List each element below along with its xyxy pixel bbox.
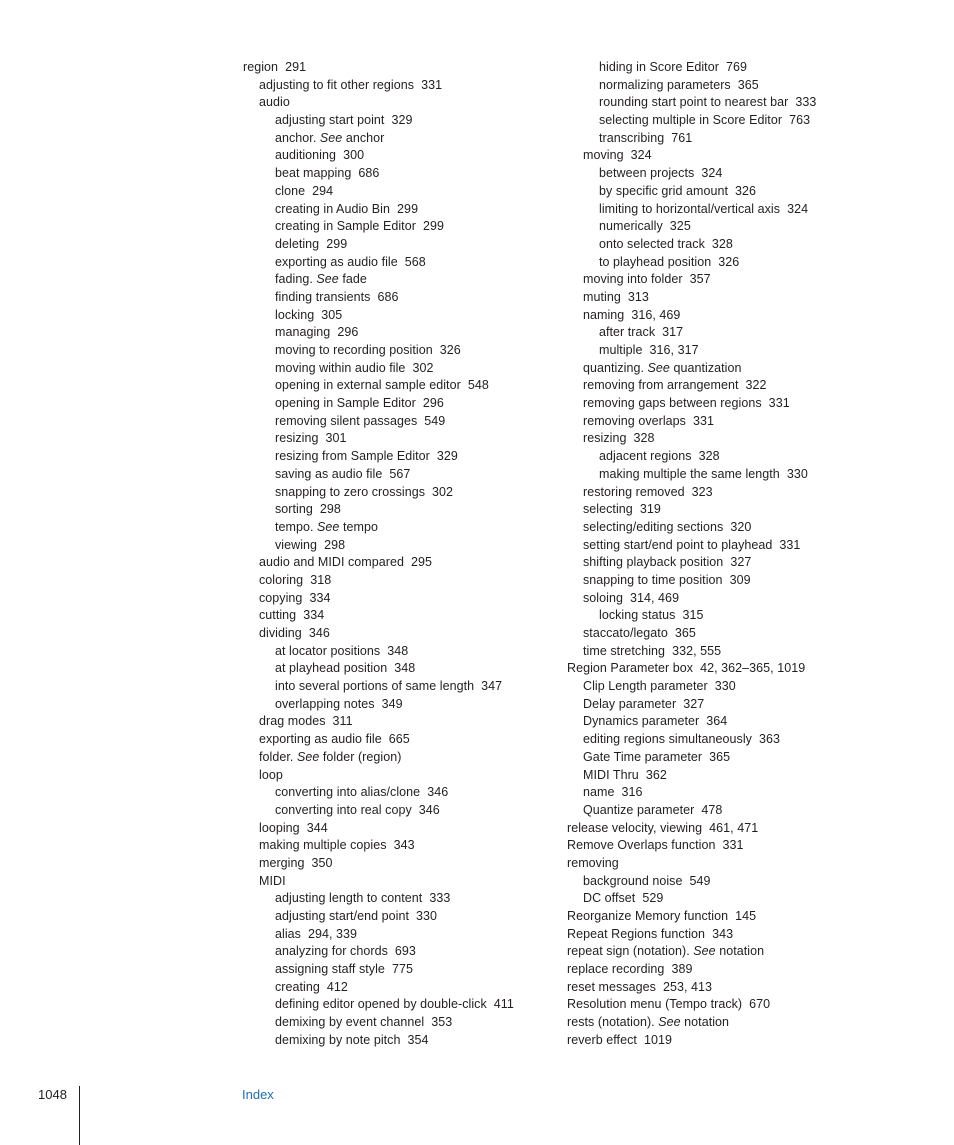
entry-text: creating in Sample Editor 299 xyxy=(275,219,444,234)
index-entry xyxy=(567,130,857,148)
entry-text: naming 316, 469 xyxy=(583,307,681,322)
see-target: fade xyxy=(338,272,367,287)
entry-text: fading. xyxy=(275,272,313,287)
entry-text: at playhead position 348 xyxy=(275,661,416,676)
index-entry xyxy=(567,236,857,254)
entry-text: making multiple the same length 330 xyxy=(599,466,808,481)
index-entry xyxy=(567,660,857,678)
see-target: tempo xyxy=(339,519,378,534)
entry-text: reset messages 253, 413 xyxy=(567,979,713,994)
entry-text: Dynamics parameter 364 xyxy=(583,714,728,729)
index-entry xyxy=(243,130,563,148)
entry-text: converting into real copy 346 xyxy=(275,802,440,817)
entry-text: into several portions of same length 347 xyxy=(275,679,503,694)
index-entry xyxy=(567,324,857,342)
index-entry xyxy=(243,979,563,997)
index-entry xyxy=(243,643,563,661)
index-entry xyxy=(243,271,563,289)
entry-text: demixing by event channel 353 xyxy=(275,1015,453,1030)
entry-text: copying 334 xyxy=(259,590,331,605)
index-entry xyxy=(567,165,857,183)
entry-text: release velocity, viewing 461, 471 xyxy=(567,820,759,835)
entry-text: Reorganize Memory function 145 xyxy=(567,909,757,923)
index-entry xyxy=(567,448,857,466)
index-entry xyxy=(567,749,857,767)
entry-text: Delay parameter 327 xyxy=(583,696,705,711)
index-entry xyxy=(567,254,857,272)
entry-text: Quantize parameter 478 xyxy=(583,802,723,817)
entry-text: adjusting to fit other regions 331 xyxy=(259,77,443,92)
entry-text: resizing from Sample Editor 329 xyxy=(275,449,458,464)
see-target: folder (region) xyxy=(319,749,402,764)
see-reference: See xyxy=(647,360,670,375)
entry-text: converting into alias/clone 346 xyxy=(275,785,449,800)
index-entry xyxy=(567,961,857,979)
index-entry xyxy=(243,996,563,1014)
entry-text: finding transients 686 xyxy=(275,289,399,304)
index-entry xyxy=(243,767,563,785)
see-reference: See xyxy=(316,272,339,287)
see-target: quantization xyxy=(669,360,742,375)
index-entry xyxy=(243,165,563,183)
entry-text: tempo. xyxy=(275,519,314,534)
entry-text: assigning staff style 775 xyxy=(275,962,413,977)
entry-text: Repeat Regions function 343 xyxy=(567,926,734,941)
index-entry xyxy=(243,1014,563,1032)
entry-text: to playhead position 326 xyxy=(599,254,740,269)
index-entry xyxy=(243,926,563,944)
index-entry xyxy=(567,943,857,961)
entry-text: dividing 346 xyxy=(259,626,330,640)
entry-text: staccato/legato 365 xyxy=(583,626,696,640)
index-entry xyxy=(567,484,857,502)
entry-text: saving as audio file 567 xyxy=(275,466,411,481)
index-entry xyxy=(567,643,857,661)
index-entry xyxy=(243,112,563,130)
entry-text: DC offset 529 xyxy=(583,891,664,906)
entry-text: exporting as audio file 665 xyxy=(259,732,410,747)
entry-text: adjacent regions 328 xyxy=(599,449,720,464)
entry-text: removing from arrangement 322 xyxy=(583,378,767,393)
entry-text: multiple 316, 317 xyxy=(599,343,699,357)
index-entry xyxy=(567,820,857,838)
entry-text: moving 324 xyxy=(583,148,652,163)
index-entry xyxy=(243,731,563,749)
index-entry xyxy=(243,377,563,395)
entry-text: background noise 549 xyxy=(583,873,711,888)
index-entry xyxy=(243,784,563,802)
index-entry xyxy=(243,837,563,855)
index-entry xyxy=(243,696,563,714)
index-entry xyxy=(567,271,857,289)
index-entry xyxy=(243,324,563,342)
entry-text: locking status 315 xyxy=(599,608,704,623)
index-entry xyxy=(567,731,857,749)
index-entry xyxy=(567,767,857,785)
index-entry xyxy=(567,201,857,219)
see-target: anchor xyxy=(342,130,385,145)
index-entry xyxy=(567,183,857,201)
entry-text: by specific grid amount 326 xyxy=(599,183,757,198)
entry-text: beat mapping 686 xyxy=(275,166,380,181)
footer-divider xyxy=(79,1086,80,1145)
index-entry xyxy=(243,413,563,431)
index-entry xyxy=(243,607,563,625)
index-entry xyxy=(567,360,857,378)
entry-text: removing overlaps 331 xyxy=(583,413,715,428)
entry-text: hiding in Score Editor 769 xyxy=(599,60,747,74)
index-column-left xyxy=(243,59,563,1050)
entry-text: moving within audio file 302 xyxy=(275,360,434,375)
index-entry xyxy=(243,289,563,307)
index-entry xyxy=(243,660,563,678)
index-entry xyxy=(567,112,857,130)
index-entry xyxy=(243,218,563,236)
index-column-right xyxy=(567,59,857,1050)
see-reference: See xyxy=(319,130,343,145)
entry-text: selecting multiple in Score Editor 763 xyxy=(599,113,811,128)
entry-text: looping 344 xyxy=(259,820,328,835)
entry-text: rounding start point to nearest bar 333 xyxy=(599,95,817,110)
index-entry xyxy=(243,855,563,873)
entry-text: resizing 301 xyxy=(275,431,347,446)
entry-text: after track 317 xyxy=(599,325,684,340)
index-entry xyxy=(567,342,857,360)
index-entry xyxy=(567,572,857,590)
entry-text: making multiple copies 343 xyxy=(259,838,415,853)
page-number: 1048 xyxy=(38,1087,67,1102)
index-entry xyxy=(243,77,563,95)
entry-text: onto selected track 328 xyxy=(599,236,733,251)
entry-text: clone 294 xyxy=(275,183,334,198)
entry-text: rests (notation). xyxy=(567,1015,655,1030)
entry-text: analyzing for chords 693 xyxy=(275,944,416,959)
index-entry xyxy=(243,430,563,448)
entry-text: MIDI xyxy=(259,873,286,888)
entry-text: creating in Audio Bin 299 xyxy=(275,201,419,216)
entry-text: limiting to horizontal/vertical axis 324 xyxy=(599,201,809,216)
entry-text: loop xyxy=(259,767,283,782)
index-entry xyxy=(243,254,563,272)
index-entry xyxy=(243,147,563,165)
index-entry xyxy=(567,94,857,112)
index-entry xyxy=(567,979,857,997)
index-entry xyxy=(567,1014,857,1032)
index-entry xyxy=(243,360,563,378)
index-entry xyxy=(243,572,563,590)
index-entry xyxy=(567,696,857,714)
entry-text: managing 296 xyxy=(275,325,359,340)
index-entry xyxy=(567,395,857,413)
index-entry xyxy=(567,466,857,484)
index-entry xyxy=(567,837,857,855)
entry-text: moving into folder 357 xyxy=(583,272,711,287)
entry-text: restoring removed 323 xyxy=(583,484,713,499)
index-entry xyxy=(567,678,857,696)
entry-text: Clip Length parameter 330 xyxy=(583,679,736,694)
entry-text: transcribing 761 xyxy=(599,130,693,145)
entry-text: shifting playback position 327 xyxy=(583,555,752,570)
index-entry xyxy=(243,1032,563,1050)
entry-text: sorting 298 xyxy=(275,502,341,517)
entry-text: reverb effect 1019 xyxy=(567,1032,672,1047)
index-entry xyxy=(567,713,857,731)
index-entry xyxy=(243,59,563,77)
entry-text: Region Parameter box 42, 362–365, 1019 xyxy=(567,661,806,676)
index-entry xyxy=(243,484,563,502)
entry-text: coloring 318 xyxy=(259,572,332,587)
index-entry xyxy=(567,554,857,572)
entry-text: viewing 298 xyxy=(275,537,346,552)
entry-text: soloing 314, 469 xyxy=(583,590,680,605)
index-entry xyxy=(243,713,563,731)
entry-text: cutting 334 xyxy=(259,608,325,623)
index-entry xyxy=(243,961,563,979)
entry-text: selecting 319 xyxy=(583,502,661,517)
entry-text: normalizing parameters 365 xyxy=(599,77,759,92)
index-entry xyxy=(567,890,857,908)
entry-text: locking 305 xyxy=(275,307,343,322)
index-entry xyxy=(243,678,563,696)
entry-text: adjusting start point 329 xyxy=(275,113,413,128)
index-entry xyxy=(243,802,563,820)
entry-text: at locator positions 348 xyxy=(275,643,409,658)
index-entry xyxy=(567,430,857,448)
entry-text: snapping to time position 309 xyxy=(583,572,751,587)
index-entry xyxy=(243,890,563,908)
entry-text: adjusting length to content 333 xyxy=(275,891,451,906)
entry-text: Gate Time parameter 365 xyxy=(583,749,731,764)
entry-text: MIDI Thru 362 xyxy=(583,767,667,782)
entry-text: Remove Overlaps function 331 xyxy=(567,838,744,853)
entry-text: resizing 328 xyxy=(583,431,655,446)
index-entry xyxy=(567,147,857,165)
index-entry xyxy=(567,537,857,555)
index-entry xyxy=(567,590,857,608)
entry-text: selecting/editing sections 320 xyxy=(583,519,752,534)
index-entry xyxy=(243,466,563,484)
index-entry xyxy=(243,554,563,572)
index-entry xyxy=(243,625,563,643)
index-entry xyxy=(243,501,563,519)
entry-text: adjusting start/end point 330 xyxy=(275,909,438,923)
entry-text: deleting 299 xyxy=(275,236,348,251)
see-target: notation xyxy=(680,1015,730,1030)
entry-text: drag modes 311 xyxy=(259,714,353,729)
index-entry xyxy=(567,501,857,519)
entry-text: moving to recording position 326 xyxy=(275,343,461,357)
entry-text: editing regions simultaneously 363 xyxy=(583,732,781,747)
index-entry xyxy=(243,201,563,219)
entry-text: auditioning 300 xyxy=(275,148,365,163)
entry-text: muting 313 xyxy=(583,289,649,304)
see-target: notation xyxy=(715,944,765,959)
see-reference: See xyxy=(658,1015,681,1030)
index-entry xyxy=(567,413,857,431)
entry-text: defining editor opened by double-click 411 xyxy=(275,997,514,1012)
entry-text: audio xyxy=(259,95,290,110)
index-entry xyxy=(567,784,857,802)
index-entry xyxy=(567,1032,857,1050)
index-entry xyxy=(567,307,857,325)
index-entry xyxy=(567,926,857,944)
entry-text: snapping to zero crossings 302 xyxy=(275,484,454,499)
index-entry xyxy=(567,59,857,77)
entry-text: demixing by note pitch 354 xyxy=(275,1032,429,1047)
entry-text: creating 412 xyxy=(275,979,348,994)
entry-text: opening in external sample editor 548 xyxy=(275,378,489,393)
index-entry xyxy=(567,873,857,891)
entry-text: replace recording 389 xyxy=(567,962,693,977)
see-reference: See xyxy=(693,944,716,959)
index-entry xyxy=(567,289,857,307)
section-title: Index xyxy=(242,1087,274,1102)
entry-text: merging 350 xyxy=(259,855,333,870)
index-entry xyxy=(567,625,857,643)
entry-text: region 291 xyxy=(243,60,307,74)
entry-text: setting start/end point to playhead 331 xyxy=(583,537,801,552)
index-entry xyxy=(567,908,857,926)
index-entry xyxy=(567,607,857,625)
index-entry xyxy=(243,873,563,891)
index-entry xyxy=(243,943,563,961)
index-entry xyxy=(567,855,857,873)
entry-text: between projects 324 xyxy=(599,166,723,181)
index-entry xyxy=(243,183,563,201)
index-entry xyxy=(243,820,563,838)
index-entry xyxy=(243,448,563,466)
entry-text: audio and MIDI compared 295 xyxy=(259,555,433,570)
index-entry xyxy=(243,537,563,555)
entry-text: quantizing. xyxy=(583,360,645,375)
see-reference: See xyxy=(317,519,340,534)
entry-text: removing xyxy=(567,855,619,870)
index-entry xyxy=(243,519,563,537)
entry-text: alias 294, 339 xyxy=(275,926,358,941)
entry-text: exporting as audio file 568 xyxy=(275,254,426,269)
entry-text: numerically 325 xyxy=(599,219,691,234)
entry-text: opening in Sample Editor 296 xyxy=(275,396,444,411)
index-entry xyxy=(567,218,857,236)
entry-text: Resolution menu (Tempo track) 670 xyxy=(567,997,771,1012)
entry-text: folder. xyxy=(259,749,294,764)
index-entry xyxy=(243,94,563,112)
index-entry xyxy=(567,519,857,537)
entry-text: name 316 xyxy=(583,785,643,800)
entry-text: anchor. xyxy=(275,130,317,145)
index-entry xyxy=(567,996,857,1014)
index-entry xyxy=(243,908,563,926)
entry-text: time stretching 332, 555 xyxy=(583,643,722,658)
index-entry xyxy=(243,749,563,767)
entry-text: overlapping notes 349 xyxy=(275,696,403,711)
entry-text: repeat sign (notation). xyxy=(567,944,690,959)
index-entry xyxy=(243,395,563,413)
index-entry xyxy=(243,590,563,608)
index-entry xyxy=(567,377,857,395)
index-entry xyxy=(567,802,857,820)
index-entry xyxy=(243,342,563,360)
index-entry xyxy=(567,77,857,95)
index-entry xyxy=(243,236,563,254)
index-entry xyxy=(243,307,563,325)
see-reference: See xyxy=(296,749,320,764)
entry-text: removing silent passages 549 xyxy=(275,413,446,428)
entry-text: removing gaps between regions 331 xyxy=(583,396,790,411)
